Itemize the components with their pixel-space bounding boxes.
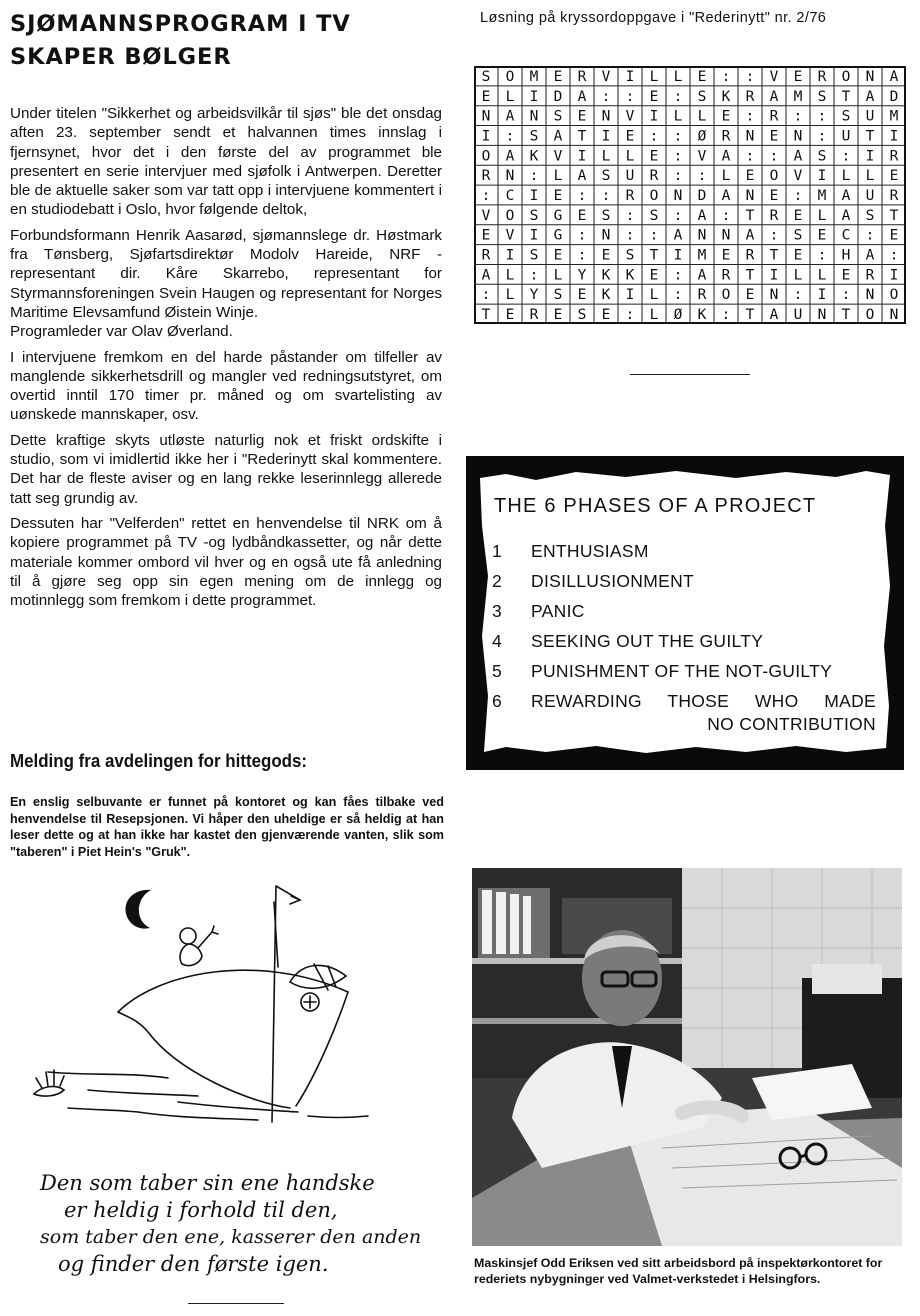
crossword-svg xyxy=(474,66,906,324)
crossword-cell: A xyxy=(577,88,587,105)
crossword-cell: : xyxy=(769,148,779,165)
crossword-cell: R xyxy=(625,188,635,204)
crossword-cell: R xyxy=(649,168,659,185)
phase-label-continued: NO CONTRIBUTION xyxy=(707,714,876,734)
phase-label: REWARDING THOSE WHO MADE xyxy=(531,691,876,711)
crossword-cell: R xyxy=(721,128,731,145)
crossword-cell: S xyxy=(601,168,611,185)
crossword-cell: T xyxy=(745,267,755,284)
crossword-cell: : xyxy=(529,267,539,284)
crossword-cell: O xyxy=(505,207,515,224)
article-paragraph: Dette kraftige skyts utløste naturlig nok et friskt ordskifte i studio, som vi imidlertid ikke her i "Rederinytt skal kommentere. Det har de fleste aviser og en lang rekke leserinnlegg allerede tatt seg grundig av. xyxy=(10,431,442,507)
crossword-cell: A xyxy=(889,68,899,85)
crossword-cell: H xyxy=(841,247,851,264)
crossword-cell: K xyxy=(721,88,731,105)
crossword-cell: : xyxy=(649,128,659,145)
crossword-cell: E xyxy=(649,88,659,105)
crossword-cell: I xyxy=(625,68,635,85)
crossword-cell: C xyxy=(505,188,515,204)
crossword-cell: N xyxy=(793,128,803,145)
crossword-cell: N xyxy=(673,188,683,204)
crossword-cell: L xyxy=(673,108,683,125)
crossword-cell: Y xyxy=(529,287,539,304)
crossword-cell: D xyxy=(553,88,563,105)
crossword-cell: E xyxy=(553,188,563,204)
crossword-cell: T xyxy=(841,307,851,324)
crossword-cell: T xyxy=(745,307,755,324)
crossword-cell: : xyxy=(649,227,659,244)
crossword-cell: L xyxy=(649,287,659,304)
crossword-cell: G xyxy=(553,207,563,224)
crossword-cell: A xyxy=(745,227,755,244)
crossword-cell: : xyxy=(745,68,755,85)
crossword-cell: M xyxy=(697,247,707,264)
crossword-cell: L xyxy=(673,68,683,85)
crossword-cell: L xyxy=(601,148,611,165)
crossword-cell: R xyxy=(745,88,755,105)
crossword-cell: S xyxy=(697,88,707,105)
crossword-cell: K xyxy=(601,287,611,304)
crossword-cell: T xyxy=(841,88,851,105)
crossword-cell: I xyxy=(481,128,491,145)
crossword-cell: E xyxy=(577,287,587,304)
crossword-cell: I xyxy=(577,148,587,165)
divider xyxy=(188,1303,284,1304)
crossword-cell: K xyxy=(529,148,539,165)
crossword-cell: E xyxy=(649,148,659,165)
crossword-cell: : xyxy=(481,287,491,304)
crossword-cell: : xyxy=(577,227,587,244)
crossword-cell: E xyxy=(889,227,899,244)
crossword-cell: V xyxy=(697,148,707,165)
crossword-cell: T xyxy=(481,307,491,324)
crossword-cell: O xyxy=(481,148,491,165)
phases-title: THE 6 PHASES OF A PROJECT xyxy=(494,495,817,517)
crossword-cell: O xyxy=(769,168,779,185)
crossword-cell: V xyxy=(553,148,563,165)
crossword-cell: O xyxy=(865,307,875,324)
crossword-cell: E xyxy=(793,247,803,264)
crossword-cell: Ø xyxy=(697,128,707,145)
crossword-cell: U xyxy=(841,128,851,145)
crossword-cell: : xyxy=(793,287,803,304)
crossword-cell: A xyxy=(577,168,587,185)
photo-caption: Maskinsjef Odd Eriksen ved sitt arbeidsbord på inspektørkontoret for rederiets nybygninger ved Valmet-verkstedet i Helsingfors. xyxy=(474,1256,883,1286)
crossword-cell: R xyxy=(481,247,491,264)
crossword-cell: : xyxy=(673,88,683,105)
crossword-cell: A xyxy=(505,148,515,165)
crossword-cell: : xyxy=(721,307,731,324)
crossword-cell: A xyxy=(481,267,491,284)
crossword-cell: I xyxy=(529,188,539,204)
crossword-cell: V xyxy=(793,168,803,185)
crossword-cell: I xyxy=(817,168,827,185)
crossword-cell: A xyxy=(721,148,731,165)
article-paragraph: I intervjuene fremkom en del harde påstander om tilfeller av manglende sikkerhetsdrill og mangler ved redningsutstyret, om overtid inntil 170 timer pr. måned og om svartelisting av uønskede mannskaper, osv. xyxy=(10,348,442,424)
crossword-cell: L xyxy=(793,267,803,284)
crossword-cell: I xyxy=(649,108,659,125)
crossword-cell: S xyxy=(601,207,611,224)
crossword-cell: L xyxy=(505,88,515,105)
crossword-cell: : xyxy=(745,108,755,125)
crossword-cell: R xyxy=(889,188,899,204)
crossword-cell: E xyxy=(553,247,563,264)
phase-label: DISILLUSIONMENT xyxy=(531,571,694,591)
article-paragraph: Programleder var Olav Øverland. xyxy=(10,323,233,341)
crossword-cell: A xyxy=(865,88,875,105)
crossword-cell: E xyxy=(745,287,755,304)
crossword-cell: R xyxy=(721,267,731,284)
verse-line: Den som taber sin ene handske xyxy=(40,1171,375,1195)
crossword-cell: N xyxy=(481,108,491,125)
crossword-cell: L xyxy=(817,267,827,284)
crossword-cell: E xyxy=(601,307,611,324)
crossword-cell: : xyxy=(793,188,803,204)
crossword-cell: O xyxy=(505,68,515,85)
crossword-cell: I xyxy=(529,88,539,105)
crossword-cell: N xyxy=(865,287,875,304)
crossword-cell: V xyxy=(505,227,515,244)
crossword-cell: R xyxy=(697,287,707,304)
crossword-cell: O xyxy=(649,188,659,204)
crossword-cell: E xyxy=(553,307,563,324)
crossword-cell: N xyxy=(745,128,755,145)
crossword-cell: G xyxy=(553,227,563,244)
crossword-cell: N xyxy=(697,227,707,244)
crossword-cell: E xyxy=(577,108,587,125)
crossword-cell: T xyxy=(745,207,755,224)
crossword-cell: M xyxy=(889,108,899,125)
crossword-cell: R xyxy=(577,68,587,85)
crossword-cell: E xyxy=(649,267,659,284)
crossword-cell: E xyxy=(505,307,515,324)
crossword-cell: I xyxy=(673,247,683,264)
crossword-cell: S xyxy=(529,207,539,224)
crossword-cell: A xyxy=(769,88,779,105)
crossword-cell: M xyxy=(529,68,539,85)
crossword-cell: I xyxy=(625,287,635,304)
crossword-cell: N xyxy=(721,227,731,244)
crossword-cell: L xyxy=(505,267,515,284)
crossword-cell: O xyxy=(889,287,899,304)
crossword-cell: : xyxy=(505,128,515,145)
crossword-cell: R xyxy=(529,307,539,324)
crossword-cell: N xyxy=(601,227,611,244)
crossword-cell: : xyxy=(673,267,683,284)
crossword-cell: : xyxy=(865,227,875,244)
phase-number: 6 xyxy=(492,691,503,711)
crossword-cell: V xyxy=(769,68,779,85)
crossword-cell: S xyxy=(649,207,659,224)
crossword-cell: : xyxy=(625,88,635,105)
crossword-cell: R xyxy=(865,267,875,284)
crossword-cell: A xyxy=(769,307,779,324)
crossword-cell: R xyxy=(769,207,779,224)
crossword-cell: : xyxy=(601,188,611,204)
crossword-cell: N xyxy=(889,307,899,324)
crossword-cell: N xyxy=(817,307,827,324)
crossword-cell: A xyxy=(673,227,683,244)
crossword-cell: E xyxy=(553,68,563,85)
crossword-cell: U xyxy=(625,168,635,185)
crossword-cell: K xyxy=(697,307,707,324)
crossword-cell: : xyxy=(529,168,539,185)
crossword-cell: : xyxy=(721,68,731,85)
crossword-cell: R xyxy=(817,68,827,85)
crossword-cell: : xyxy=(697,168,707,185)
crossword-cell: N xyxy=(505,168,515,185)
crossword-cell: : xyxy=(673,128,683,145)
crossword-cell: : xyxy=(625,307,635,324)
crossword-cell: : xyxy=(817,128,827,145)
crossword-cell: A xyxy=(697,207,707,224)
crossword-cell: L xyxy=(697,108,707,125)
crossword-cell: D xyxy=(697,188,707,204)
crossword-cell: : xyxy=(673,168,683,185)
crossword-cell: S xyxy=(481,68,491,85)
crossword-cell: S xyxy=(625,247,635,264)
crossword-cell: A xyxy=(553,128,563,145)
crossword-cell: : xyxy=(673,207,683,224)
crossword-cell: L xyxy=(553,267,563,284)
article-body xyxy=(10,104,442,616)
crossword-cell: M xyxy=(817,188,827,204)
crossword-cell: N xyxy=(865,68,875,85)
crossword-cell: Y xyxy=(577,267,587,284)
crossword-cell: V xyxy=(481,207,491,224)
crossword-cell: K xyxy=(601,267,611,284)
crossword-cell: V xyxy=(601,68,611,85)
crossword-cell: E xyxy=(721,108,731,125)
crossword-cell: : xyxy=(481,188,491,204)
article-paragraph: Dessuten har "Velferden" rettet en henvendelse til NRK om å kopiere programmet på TV -og lydbåndkassetter, og når dette materiale kommer ombord vil hver og en også ute få anledning til å gjøre seg opp sin egen mening om de innlegg og motinnlegg som fremkom i dette programmet. xyxy=(10,514,442,610)
crossword-cell: I xyxy=(889,267,899,284)
phase-number: 3 xyxy=(492,601,503,621)
crossword-cell: A xyxy=(721,188,731,204)
crossword-cell: D xyxy=(889,88,899,105)
crossword-cell: I xyxy=(865,148,875,165)
crossword-cell: E xyxy=(577,207,587,224)
crossword-cell: : xyxy=(817,108,827,125)
crossword-cell: O xyxy=(721,287,731,304)
crossword-cell: I xyxy=(601,128,611,145)
crossword-cell: A xyxy=(697,267,707,284)
lost-found-text: En enslig selbuvante er funnet på kontoret og kan fåes tilbake ved henvendelse til Resepsjonen. Vi håper den uheldige er så heldig at han leser dette og at han ikke har kastet den gjenværende vanten, slik som "taberen" i Piet Hein's "Gruk". xyxy=(10,795,444,859)
crossword-cell: L xyxy=(865,168,875,185)
article-paragraph: Under titelen "Sikkerhet og arbeidsvilkår til sjøs" ble det onsdag aften 23. september sendt et halvannen times innslag i fjernsynet, hvor det i den første del av programmet ble presentert en serie intervjuer med sjøfolk i Antwerpen. Deretter ble de aktuelle saker som var tatt opp i intervjuene kommentert i en studiodebatt i Oslo, hvor følgende deltok, xyxy=(10,105,442,219)
crossword-cell: U xyxy=(793,307,803,324)
crossword-cell: A xyxy=(793,148,803,165)
crossword-cell: C xyxy=(841,227,851,244)
crossword-cell: I xyxy=(817,287,827,304)
crossword-cell: I xyxy=(529,227,539,244)
crossword-cell: S xyxy=(577,307,587,324)
crossword-heading: Løsning på kryssordoppgave i "Rederinytt" nr. 2/76 xyxy=(480,10,827,26)
crossword-cell: S xyxy=(865,207,875,224)
crossword-cell: S xyxy=(529,128,539,145)
crossword-cell: E xyxy=(697,68,707,85)
crossword-cell: S xyxy=(817,88,827,105)
crossword-cell: K xyxy=(625,267,635,284)
crossword-cell: : xyxy=(769,227,779,244)
crossword-cell: E xyxy=(601,247,611,264)
crossword-grid xyxy=(474,66,906,324)
crossword-cell: R xyxy=(745,247,755,264)
handwritten-verse xyxy=(40,1170,425,1278)
crossword-cell: T xyxy=(889,207,899,224)
crossword-cell: E xyxy=(769,128,779,145)
crossword-cell: S xyxy=(553,108,563,125)
crossword-cell: I xyxy=(505,247,515,264)
verse-line: og finder den første igen. xyxy=(58,1252,329,1276)
phase-number: 1 xyxy=(492,541,503,561)
crossword-cell: : xyxy=(601,88,611,105)
crossword-cell: L xyxy=(625,148,635,165)
crossword-cell: E xyxy=(793,207,803,224)
crossword-cell: : xyxy=(577,188,587,204)
phase-label: SEEKING OUT THE GUILTY xyxy=(531,631,764,651)
crossword-cell: : xyxy=(841,287,851,304)
crossword-cell: E xyxy=(481,88,491,105)
crossword-cell: : xyxy=(841,148,851,165)
crossword-cell: N xyxy=(745,188,755,204)
phase-label: PANIC xyxy=(531,601,585,621)
crossword-cell: A xyxy=(841,188,851,204)
divider xyxy=(630,374,750,375)
article-paragraph: Forbundsformann Henrik Aasarød, sjømannslege dr. Høstmark fra Tønsberg, Sjøfartsdirektør Modolv Hareide, NRF -representant dir. Kåre Skarrebo, representant for Styrmannsforeningen Svein Haugen og representant for Norges Maritime Elevsamfund Øistein Winje. xyxy=(10,226,442,321)
crossword-cell: V xyxy=(625,108,635,125)
crossword-cell: : xyxy=(745,148,755,165)
crossword-cell: S xyxy=(529,247,539,264)
phase-number: 5 xyxy=(492,661,503,681)
crossword-cell: E xyxy=(625,128,635,145)
crossword-cell: L xyxy=(841,168,851,185)
crossword-cell: E xyxy=(841,267,851,284)
crossword-cell: L xyxy=(817,207,827,224)
crossword-cell: N xyxy=(601,108,611,125)
crossword-cell: U xyxy=(865,188,875,204)
phase-label: PUNISHMENT OF THE NOT-GUILTY xyxy=(531,661,833,681)
crossword-cell: A xyxy=(841,207,851,224)
crossword-cell: M xyxy=(793,88,803,105)
crossword-cell: I xyxy=(769,267,779,284)
crossword-cell: L xyxy=(649,68,659,85)
lost-found-title: Melding fra avdelingen for hittegods: xyxy=(10,751,308,771)
crossword-cell: E xyxy=(481,227,491,244)
crossword-cell: : xyxy=(625,207,635,224)
phase-number: 2 xyxy=(492,571,503,591)
crossword-cell: R xyxy=(481,168,491,185)
crossword-cell: : xyxy=(673,148,683,165)
crossword-cell: E xyxy=(721,247,731,264)
crossword-cell: : xyxy=(721,207,731,224)
verse-line: som taber den ene, kasserer den anden xyxy=(40,1226,422,1248)
crossword-cell: S xyxy=(841,108,851,125)
crossword-cell: S xyxy=(793,227,803,244)
crossword-cell: E xyxy=(817,227,827,244)
crossword-cell: T xyxy=(769,247,779,264)
crossword-cell: E xyxy=(745,168,755,185)
crossword-cell: : xyxy=(793,108,803,125)
phase-number: 4 xyxy=(492,631,503,651)
crossword-cell: : xyxy=(889,247,899,264)
phase-label: ENTHUSIASM xyxy=(531,541,649,561)
crossword-cell: T xyxy=(649,247,659,264)
crossword-cell: E xyxy=(793,68,803,85)
crossword-cell: L xyxy=(505,287,515,304)
crossword-cell: Ø xyxy=(673,307,683,324)
crossword-cell: T xyxy=(865,128,875,145)
crossword-cell: L xyxy=(721,168,731,185)
crossword-cell: S xyxy=(817,148,827,165)
crossword-cell: R xyxy=(769,108,779,125)
crossword-cell: E xyxy=(889,168,899,185)
crossword-cell: : xyxy=(625,227,635,244)
crossword-cell: R xyxy=(889,148,899,165)
crossword-cell: N xyxy=(769,287,779,304)
crossword-cell: : xyxy=(577,247,587,264)
crossword-cell: L xyxy=(649,307,659,324)
crossword-cell: N xyxy=(529,108,539,125)
headline: SJØMANNSPROGRAM I TV SKAPER BØLGER xyxy=(10,11,351,70)
crossword-cell: U xyxy=(865,108,875,125)
crossword-cell: E xyxy=(769,188,779,204)
crossword-cell: S xyxy=(553,287,563,304)
verse-line: er heldig i forhold til den, xyxy=(64,1198,338,1222)
crossword-cell: A xyxy=(865,247,875,264)
crossword-cell: I xyxy=(889,128,899,145)
crossword-cell: : xyxy=(673,287,683,304)
crossword-cell: O xyxy=(841,68,851,85)
photo-icon xyxy=(472,868,902,1246)
crossword-cell: A xyxy=(505,108,515,125)
crossword-cell: : xyxy=(817,247,827,264)
crossword-cell: T xyxy=(577,128,587,145)
crossword-cell: L xyxy=(553,168,563,185)
